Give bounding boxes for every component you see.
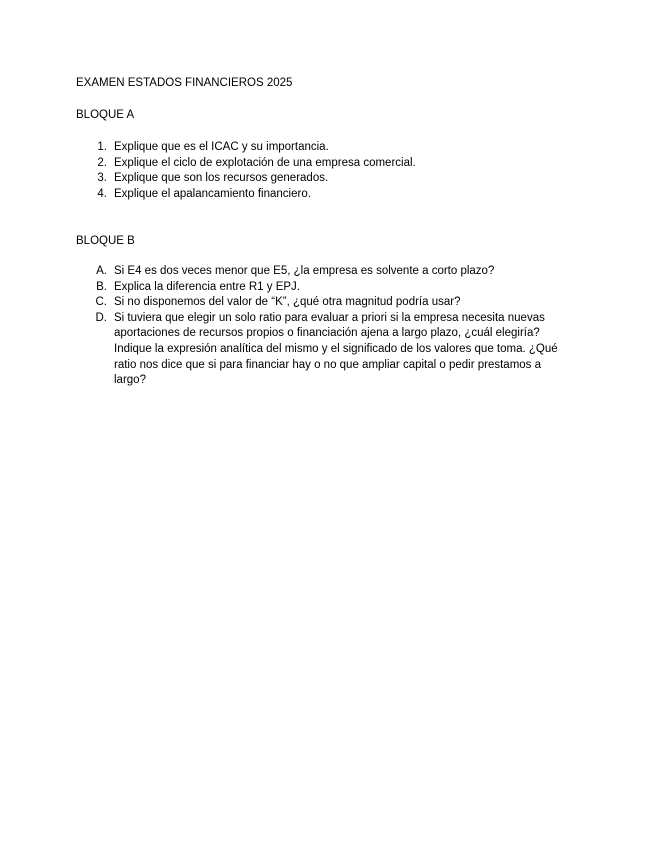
question-item	[76, 140, 596, 156]
question-text: Explique el apalancamiento financiero.	[114, 187, 311, 200]
block-b-heading: BLOQUE B	[76, 235, 135, 247]
question-text: Si no disponemos del valor de “K”, ¿qué otra magnitud podría usar?	[114, 296, 461, 309]
question-number: 4.	[97, 187, 107, 200]
block-b-question-list	[76, 264, 596, 389]
question-text: Si E4 es dos veces menor que E5, ¿la empresa es solvente a corto plazo?	[114, 265, 495, 277]
question-item	[76, 295, 596, 311]
question-text: Explique que son los recursos generados.	[114, 172, 329, 185]
question-letter: A.	[96, 265, 107, 277]
question-item	[76, 264, 596, 280]
question-item	[76, 156, 596, 172]
question-text: Explique que es el ICAC y su importancia.	[114, 141, 329, 153]
question-text: Explica la diferencia entre R1 y EPJ.	[114, 280, 301, 293]
question-letter: B.	[96, 280, 107, 293]
question-letter: D.	[95, 311, 107, 324]
question-item	[76, 187, 596, 203]
question-item	[76, 171, 596, 187]
block-a-question-list	[76, 140, 596, 202]
question-text: Explique el ciclo de explotación de una empresa comercial.	[114, 156, 416, 169]
question-number: 2.	[97, 156, 107, 169]
document-title: EXAMEN ESTADOS FINANCIEROS 2025	[76, 77, 293, 89]
question-number: 3.	[97, 172, 107, 185]
question-item	[76, 311, 596, 389]
question-letter: C.	[95, 296, 107, 309]
block-a-heading: BLOQUE A	[76, 109, 135, 121]
question-text: Si tuviera que elegir un solo ratio para evaluar a priori si la empresa necesita nuevas aportaciones de recursos propios o financiación ajena a largo plazo, ¿cuál elegiría? Indique la expresión analítica del mismo y el significado de los valores que toma. ¿Qué ratio nos dice que si para financiar hay o no que ampliar capital o pedir prestamos a largo?	[114, 311, 558, 387]
question-number: 1.	[97, 141, 107, 153]
question-item	[76, 280, 596, 296]
